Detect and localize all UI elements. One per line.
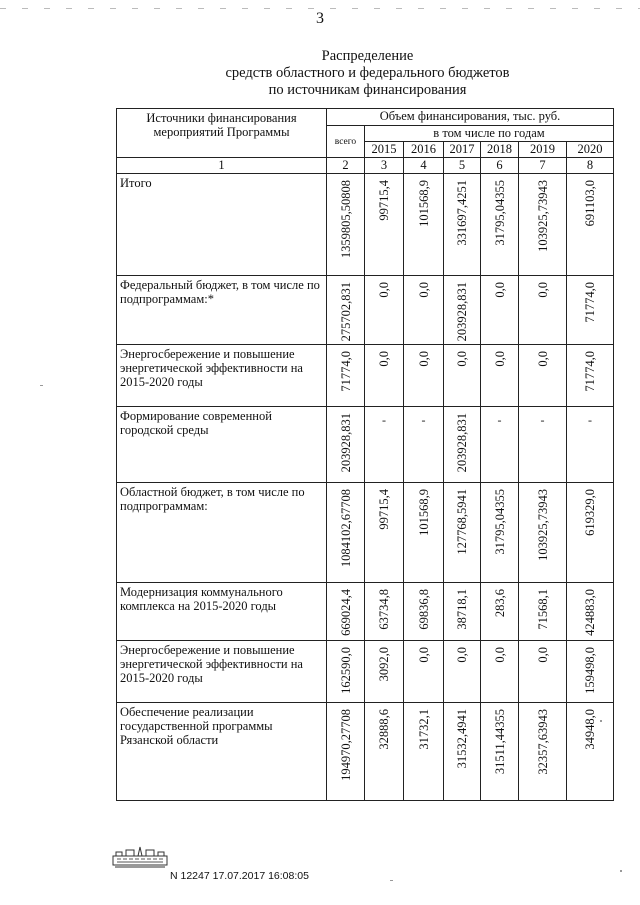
- value-cell: [481, 703, 519, 801]
- value-cell: [567, 641, 614, 703]
- value-text: 71774,0: [338, 351, 353, 392]
- source-cell: Федеральный бюджет, в том числе по подпрограммам:*: [117, 276, 327, 345]
- value-text: 99715,4: [377, 180, 391, 221]
- title-line-1: Распределение: [321, 48, 414, 64]
- value-cell: [365, 641, 404, 703]
- value-text: 63734,8: [377, 589, 391, 630]
- value-cell: [327, 703, 365, 801]
- value-text: 34948,0: [583, 709, 597, 750]
- value-cell: [404, 174, 444, 276]
- value-text: 0,0: [535, 282, 550, 298]
- value-text: 32888,6: [377, 709, 391, 750]
- value-text: 31795,04355: [492, 489, 507, 555]
- value-text: 0,0: [455, 647, 469, 663]
- value-text: 203928,831: [455, 282, 469, 342]
- table-row: [117, 483, 614, 583]
- scan-speck: [620, 870, 622, 872]
- value-text: 331697,4251: [455, 180, 469, 246]
- value-text: 71568,1: [535, 589, 550, 630]
- value-cell: [444, 174, 481, 276]
- value-text: 0,0: [455, 351, 469, 367]
- header-sources: Источники финансирования мероприятий Программы: [117, 109, 327, 158]
- value-cell: [444, 276, 481, 345]
- title-line-2: средств областного и федерального бюджетов: [225, 65, 510, 81]
- value-cell: [404, 276, 444, 345]
- source-cell: Областной бюджет, в том числе по подпрограммам:: [117, 483, 327, 583]
- page-number: 3: [316, 10, 324, 27]
- year-2019: 2019: [519, 142, 567, 158]
- year-2018: 2018: [481, 142, 519, 158]
- value-cell: [327, 483, 365, 583]
- table-row: [117, 703, 614, 801]
- funding-table: [116, 108, 614, 801]
- source-cell: Модернизация коммунального комплекса на 2015-2020 годы: [117, 583, 327, 641]
- year-2020: 2020: [567, 142, 614, 158]
- value-cell: [481, 407, 519, 483]
- value-cell: [365, 703, 404, 801]
- value-cell: [444, 407, 481, 483]
- value-text: 669024,4: [338, 589, 353, 637]
- table-row: [117, 641, 614, 703]
- value-text: 99715,4: [377, 489, 391, 530]
- value-cell: [519, 407, 567, 483]
- value-cell: [365, 345, 404, 407]
- scan-speck: [390, 880, 393, 881]
- value-cell: [519, 174, 567, 276]
- value-text: 283,6: [492, 589, 507, 618]
- value-text: 32357,63943: [535, 709, 550, 775]
- value-cell: [567, 583, 614, 641]
- table-row: [117, 583, 614, 641]
- value-text: 127768,5941: [455, 489, 469, 555]
- value-text: 691103,0: [583, 180, 597, 227]
- value-cell: [327, 174, 365, 276]
- value-text: 0,0: [416, 351, 431, 367]
- value-cell: [481, 641, 519, 703]
- value-text: 103925,73943: [535, 489, 550, 562]
- value-cell: [567, 276, 614, 345]
- value-cell: [481, 583, 519, 641]
- value-cell: [404, 641, 444, 703]
- col-number: 4: [404, 158, 444, 174]
- source-cell: Формирование современной городской среды: [117, 407, 327, 483]
- value-text: -: [421, 413, 426, 428]
- value-text: -: [540, 413, 545, 428]
- value-text: 31532,4941: [455, 709, 469, 769]
- value-cell: [365, 583, 404, 641]
- value-cell: [444, 641, 481, 703]
- document-system-logo: [112, 846, 168, 868]
- value-text: 162590,0: [338, 647, 353, 695]
- value-text: 71774,0: [583, 282, 597, 323]
- source-cell: Итого: [117, 174, 327, 276]
- value-cell: [481, 345, 519, 407]
- value-cell: [327, 407, 365, 483]
- value-cell: [444, 703, 481, 801]
- table-row: [117, 276, 614, 345]
- value-text: -: [382, 413, 386, 428]
- value-text: 0,0: [492, 647, 507, 663]
- value-cell: [327, 583, 365, 641]
- value-cell: [519, 345, 567, 407]
- col-number: 7: [519, 158, 567, 174]
- value-cell: [481, 483, 519, 583]
- value-text: 31795,04355: [492, 180, 507, 246]
- source-cell: Энергосбережение и повышение энергетической эффективности на 2015-2020 годы: [117, 641, 327, 703]
- header-volume: Объем финансирования, тыс. руб.: [327, 109, 614, 126]
- value-cell: [444, 483, 481, 583]
- value-cell: [327, 345, 365, 407]
- value-cell: [327, 641, 365, 703]
- value-text: 31511,44355: [492, 709, 507, 775]
- value-cell: [481, 174, 519, 276]
- value-text: 194970,27708: [338, 709, 353, 782]
- table-body: [117, 174, 614, 801]
- value-text: 101568,9: [416, 180, 431, 227]
- value-text: 0,0: [535, 351, 550, 367]
- value-text: 203928,831: [455, 413, 469, 473]
- value-cell: [404, 407, 444, 483]
- value-cell: [327, 276, 365, 345]
- value-text: 424883,0: [583, 589, 597, 637]
- value-cell: [365, 174, 404, 276]
- col-number: 6: [481, 158, 519, 174]
- value-text: 159498,0: [583, 647, 597, 695]
- value-text: 203928,831: [338, 413, 353, 473]
- value-cell: [567, 174, 614, 276]
- source-cell: Обеспечение реализации государственной программы Рязанской области: [117, 703, 327, 801]
- value-cell: [444, 583, 481, 641]
- source-cell: Энергосбережение и повышение энергетической эффективности на 2015-2020 годы: [117, 345, 327, 407]
- year-2016: 2016: [404, 142, 444, 158]
- value-text: 38718,1: [455, 589, 469, 630]
- value-cell: [519, 483, 567, 583]
- value-cell: [567, 345, 614, 407]
- value-cell: [404, 703, 444, 801]
- col-number: 3: [365, 158, 404, 174]
- col-number: 1: [117, 158, 327, 174]
- value-cell: [519, 641, 567, 703]
- value-cell: [365, 407, 404, 483]
- value-cell: [481, 276, 519, 345]
- table-row: [117, 174, 614, 276]
- registration-stamp: N 12247 17.07.2017 16:08:05: [170, 870, 309, 882]
- year-2015: 2015: [365, 142, 404, 158]
- value-text: 619329,0: [583, 489, 597, 537]
- value-text: 3092,0: [377, 647, 391, 682]
- col-number: 8: [567, 158, 614, 174]
- value-cell: [404, 583, 444, 641]
- value-text: 0,0: [416, 282, 431, 298]
- value-text: 0,0: [416, 647, 431, 663]
- value-cell: [567, 483, 614, 583]
- year-2017: 2017: [444, 142, 481, 158]
- value-text: -: [588, 413, 592, 428]
- col-number: 5: [444, 158, 481, 174]
- value-cell: [519, 276, 567, 345]
- value-cell: [519, 583, 567, 641]
- value-text: -: [497, 413, 502, 428]
- value-cell: [404, 345, 444, 407]
- value-cell: [444, 345, 481, 407]
- value-text: 0,0: [535, 647, 550, 663]
- value-text: 69836,8: [416, 589, 431, 630]
- header-by-years: в том числе по годам: [365, 126, 614, 142]
- scan-speck: [600, 720, 602, 722]
- value-text: 0,0: [492, 351, 507, 367]
- value-text: 0,0: [492, 282, 507, 298]
- table-row: [117, 407, 614, 483]
- header-total: всего: [327, 126, 365, 158]
- document-title: [0, 48, 640, 99]
- value-text: 101568,9: [416, 489, 431, 537]
- scan-edge-dashes: [0, 8, 640, 9]
- col-number: 2: [327, 158, 365, 174]
- value-cell: [567, 703, 614, 801]
- value-cell: [404, 483, 444, 583]
- value-text: 103925,73943: [535, 180, 550, 252]
- table-row: [117, 345, 614, 407]
- value-text: 0,0: [377, 351, 391, 367]
- scan-speck: [40, 385, 43, 386]
- value-text: 1084102,67708: [338, 489, 353, 568]
- value-cell: [519, 703, 567, 801]
- value-text: 31732,1: [416, 709, 431, 750]
- value-cell: [365, 483, 404, 583]
- value-cell: [567, 407, 614, 483]
- title-line-3: по источникам финансирования: [268, 82, 467, 98]
- value-text: 275702,831: [338, 282, 353, 342]
- value-text: 0,0: [377, 282, 391, 298]
- value-text: 71774,0: [583, 351, 597, 392]
- value-text: 1359805,50808: [338, 180, 353, 259]
- value-cell: [365, 276, 404, 345]
